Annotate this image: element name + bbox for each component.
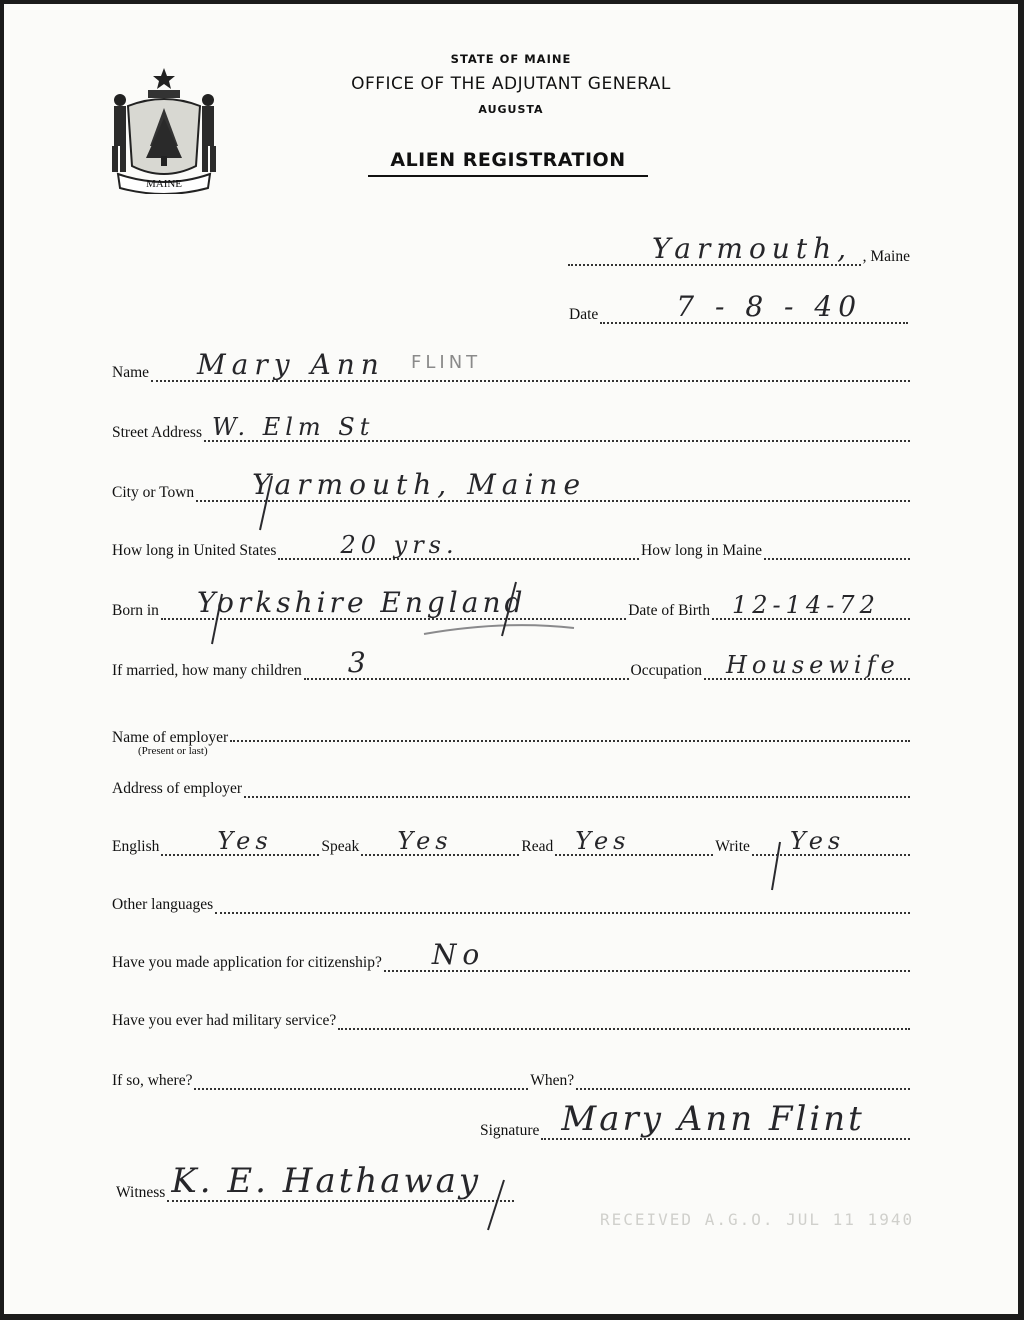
place-field — [568, 232, 861, 266]
witness-value: K. E. Hathaway — [171, 1161, 482, 1201]
name-print-value: FLINT — [411, 352, 482, 373]
name-label: Name — [112, 364, 150, 381]
place-value: Yarmouth, — [652, 232, 853, 265]
name-field — [151, 348, 910, 382]
street-value: W. Elm St — [211, 413, 375, 441]
place-row — [566, 232, 910, 266]
citizenship-value: No — [431, 938, 486, 971]
street-row — [112, 413, 912, 442]
english-label: English — [112, 838, 160, 855]
employer-sublabel: (Present or last) — [138, 745, 208, 758]
signature-value: Mary Ann Flint — [561, 1099, 865, 1139]
employer-row — [112, 722, 912, 758]
how-long-us-label: How long in United States — [112, 542, 277, 559]
write-field — [752, 827, 910, 856]
employer-field — [230, 722, 910, 742]
occupation-label: Occupation — [630, 662, 702, 679]
military-label: Have you ever had military service? — [112, 1012, 337, 1029]
street-label: Street Address — [112, 424, 202, 441]
form-title: ALIEN REGISTRATION — [368, 149, 648, 177]
military-row — [112, 1010, 912, 1030]
city-row — [112, 468, 912, 502]
witness-row — [116, 1161, 516, 1202]
write-label: Write — [715, 838, 750, 855]
city-value: Yarmouth, Maine — [252, 468, 587, 501]
name-value: Mary Ann — [197, 348, 385, 381]
dob-value: 12-14-72 — [732, 591, 880, 619]
occupation-field — [704, 651, 910, 680]
occupation-value: Housewife — [726, 651, 900, 679]
english-field — [161, 827, 319, 856]
how-long-us-field — [278, 531, 639, 560]
english-value: Yes — [217, 827, 273, 855]
dob-field — [712, 591, 910, 620]
speak-field — [361, 827, 519, 856]
employer-address-row — [112, 778, 912, 798]
write-value: Yes — [789, 827, 846, 855]
city-label: City or Town — [112, 484, 195, 501]
date-label: Date — [569, 306, 599, 323]
children-label: If married, how many children — [112, 662, 302, 679]
family-row — [112, 646, 912, 680]
dob-label: Date of Birth — [628, 602, 710, 619]
born-in-label: Born in — [112, 602, 159, 619]
other-languages-label: Other languages — [112, 896, 214, 913]
signature-label: Signature — [480, 1122, 540, 1139]
duration-row — [112, 531, 912, 560]
birth-row — [112, 586, 912, 620]
children-field — [304, 646, 629, 680]
how-long-maine-field — [764, 540, 910, 560]
name-row — [112, 348, 912, 382]
witness-label: Witness — [116, 1184, 166, 1201]
employer-label-text: Name of employer — [112, 729, 229, 747]
witness-field — [167, 1161, 514, 1202]
street-field — [204, 413, 910, 442]
speak-label: Speak — [321, 838, 360, 855]
date-row — [569, 290, 910, 324]
born-in-value: Yorkshire England — [196, 586, 527, 619]
read-value: Yes — [575, 827, 631, 855]
city-field — [196, 468, 910, 502]
other-languages-field — [215, 894, 910, 914]
signature-row — [480, 1099, 912, 1140]
date-value: 7 - 8 - 40 — [676, 290, 863, 323]
employer-address-field — [244, 778, 910, 798]
registration-form-page — [4, 4, 1018, 1314]
where-label: If so, where? — [112, 1072, 193, 1089]
where-field — [194, 1070, 528, 1090]
date-field — [600, 290, 908, 324]
received-stamp: RECEIVED A.G.O. JUL 11 1940 — [600, 1210, 915, 1229]
children-value: 3 — [347, 646, 372, 679]
other-languages-row — [112, 894, 912, 914]
employer-label — [112, 730, 228, 758]
born-in-field — [161, 586, 626, 620]
how-long-maine-label: How long in Maine — [641, 542, 762, 559]
employer-address-label: Address of employer — [112, 780, 242, 797]
signature-field — [541, 1099, 910, 1140]
how-long-us-value: 20 yrs. — [340, 531, 459, 559]
speak-value: Yes — [397, 827, 453, 855]
place-suffix: , Maine — [862, 248, 910, 265]
citizenship-label: Have you made application for citizenship? — [112, 954, 382, 971]
citizenship-row — [112, 938, 912, 972]
seal-banner-text: MAINE — [145, 178, 183, 190]
citizenship-field — [384, 938, 910, 972]
when-label: When? — [530, 1072, 575, 1089]
when-field — [576, 1070, 910, 1090]
language-row — [112, 827, 912, 856]
where-when-row — [112, 1070, 912, 1090]
header-city: AUGUSTA — [478, 103, 544, 116]
read-label: Read — [521, 838, 554, 855]
header-state: STATE OF MAINE — [450, 52, 572, 66]
military-field — [338, 1010, 910, 1030]
read-field — [555, 827, 713, 856]
header-office: OFFICE OF THE ADJUTANT GENERAL — [351, 74, 671, 94]
